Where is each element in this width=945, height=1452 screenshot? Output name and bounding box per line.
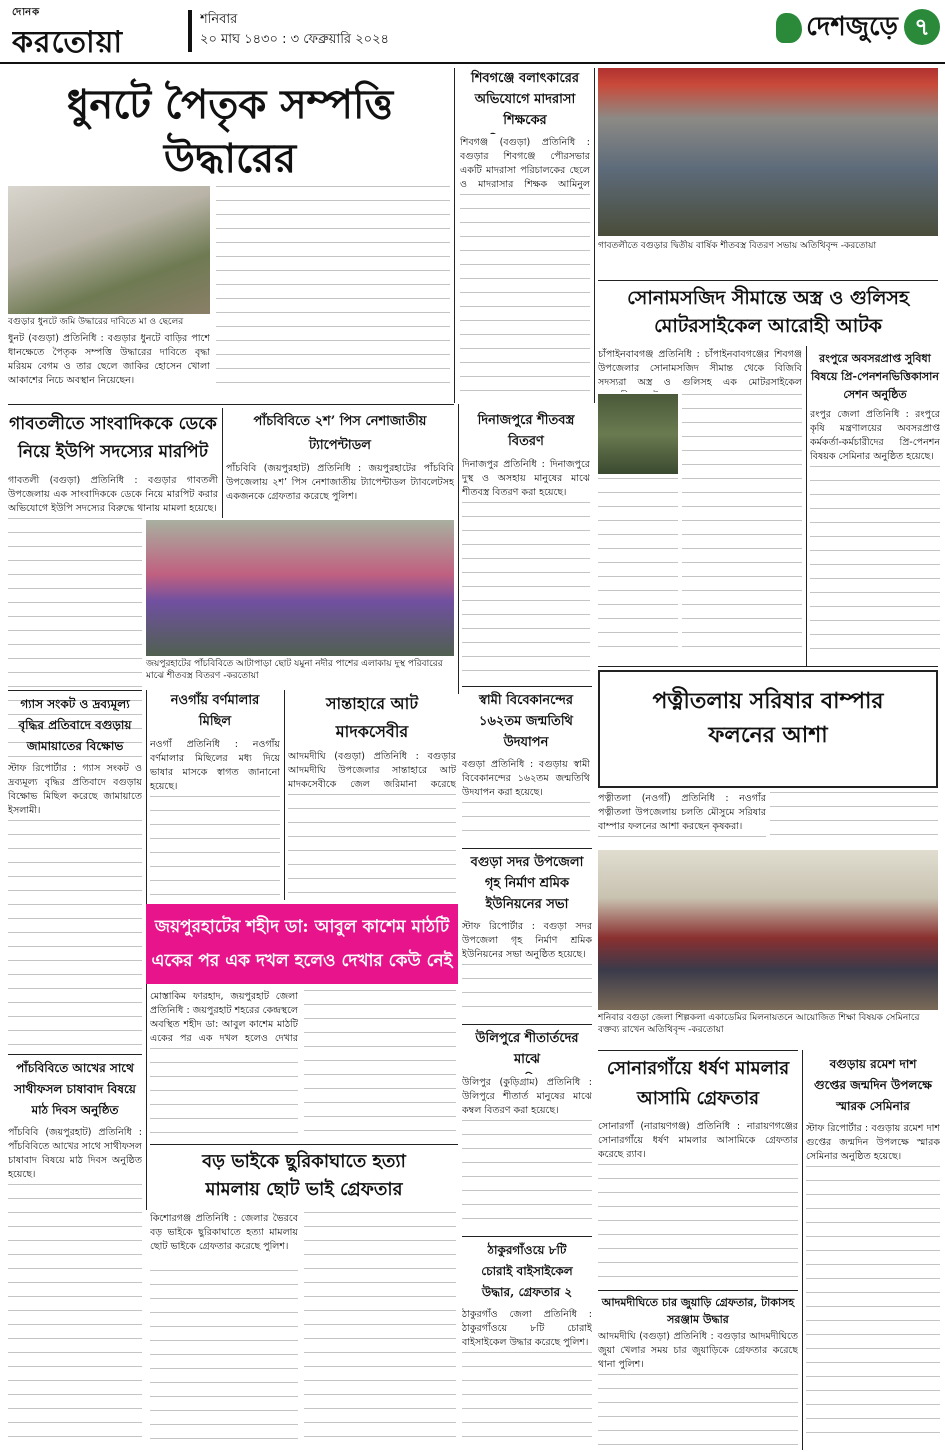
a6-headline-line1: পাঁচবিবিতে ২শ’ পিস নেশাজাতীয় ট্যাপেন্টাডল (253, 414, 427, 453)
column-rule (454, 68, 455, 403)
a22-body-text (598, 1374, 798, 1446)
a9-lead: পত্নীতলা (নওগাঁ) প্রতিনিধি : নওগাঁর পত্নীতলা উপজেলায় চলতি মৌসুমে সরিষার বাম্পার ফলনের আশা করছেন কৃষকরা। (598, 793, 766, 832)
a12-headline-line2 (288, 746, 456, 748)
a20-headline (150, 1148, 458, 1208)
issue-date (200, 10, 500, 54)
a6-headline (226, 410, 454, 460)
a19-headline (8, 1058, 142, 1124)
a11-headline-line2: মিছিল (198, 714, 232, 729)
a19-lead: পাঁচবিবি (জয়পুরহাট) প্রতিনিধি : পাঁচবিবিতে আখের সাথে সাথীফসল চাষাবাদ বিষয়ে মাঠ দিবস অনুষ্ঠিত হয়েছে। (8, 1127, 142, 1180)
row-rule (462, 1024, 592, 1025)
a1-body-text (216, 186, 450, 390)
a6-headline-line2 (226, 458, 454, 460)
section-title (700, 6, 940, 58)
a15-headline-line1: জয়পুরহাটের শহীদ ডা: আবুল কাশেম মাঠটি (154, 917, 450, 937)
a10-headline (8, 694, 142, 760)
row-rule (8, 690, 142, 691)
page-number: ৭ (904, 9, 940, 45)
a19-headline-line3: মাঠ দিবস অনুষ্ঠিত (31, 1103, 119, 1117)
a21-headline-line1: ঠাকুরগাঁওয়ে ৮টি (487, 1243, 567, 1257)
a16-headline-line2 (462, 1070, 592, 1074)
a12-lead: আদমদীঘি (বগুড়া) প্রতিনিধি : বগুড়ার আদমদীঘি উপজেলার সান্তাহারে আট মাদকসেবীকে জেল জরিমানা করেছে (288, 751, 456, 790)
a3-headline (598, 284, 938, 344)
row-rule (150, 1144, 458, 1145)
row-rule (8, 1054, 142, 1055)
a10-headline-line3: জামায়াতের বিক্ষোভ (26, 739, 124, 753)
a1-caption: বগুড়ার ধুনটে জমি উদ্ধারের দাবিতে মা ও ছেলের (8, 317, 184, 327)
a18-headline-line2: গুপ্তের জন্মদিন উপলক্ষে (814, 1078, 932, 1092)
logo-small: দৈনিক (12, 8, 41, 18)
row-rule (462, 848, 592, 849)
a10-lead: স্টাফ রিপোর্টার : গ্যাস সংকট ও দ্রব্যমূল্য বৃদ্ধির প্রতিবাদে বগুড়ায় বিক্ষোভ মিছিল করেছে জামায়াতে ইসলামী। (8, 763, 142, 816)
a7-headline-line2: বিতরণ (508, 434, 544, 449)
a18-lead: স্টাফ রিপোর্টার : বগুড়ায় রমেশ দাশ গুপ্তের জন্মদিন উপলক্ষে স্মারক সেমিনার অনুষ্ঠিত হয়েছে। (806, 1123, 940, 1162)
a2-body-text (460, 194, 590, 402)
a3-body-text-2 (598, 478, 678, 654)
row-rule (462, 686, 592, 687)
a3-photo-soldier (598, 394, 678, 474)
logo-text: করতোয়া (12, 25, 124, 54)
bangladesh-map-icon (776, 13, 802, 43)
a4-body-text (810, 466, 940, 662)
a6-lead: পাঁচবিবি (জয়পুরহাট) প্রতিনিধি : জয়পুরহাটের পাঁচবিবি উপজেলায় ২শ’ পিস নেশাজাতীয় ট্যাপেন্টাডল ট্যাবলেটসহ একজনকে গ্রেফতার করেছে পুলিশ। (226, 463, 454, 502)
row-rule (462, 1236, 592, 1237)
a20-headline-line2: মামলায় ছোট ভাই গ্রেফতার (205, 1179, 403, 1200)
a20-lead: কিশোরগঞ্জ প্রতিনিধি : জেলার ভৈরবে বড় ভাইকে ছুরিকাঘাতে হত্যা মামলায় ছোট ভাইকে গ্রেফতার করেছে পুলিশ। (150, 1213, 298, 1252)
a17-headline-line1: সোনারগাঁয়ে ধর্ষণ মামলার (606, 1058, 790, 1079)
a1-headline-line1: ধুনটে পৈতৃক সম্পত্তি উদ্ধারের (66, 81, 394, 182)
a12-body-text (288, 794, 456, 896)
a8-headline-line1: স্বামী বিবেকানন্দের (479, 693, 573, 708)
a3-headline-line1: সোনামসজিদ সীমান্তে অস্ত্র ও গুলিসহ (627, 287, 909, 309)
a6-caption: জয়পুরহাটের পাঁচবিবিতে আটাপাড়া ছোট যমুনা নদীর পাশের এলাকায় দুস্থ পরিবারের মাঝে শীতবস্ত্র বিতরণ -করতোয়া (146, 659, 443, 681)
a7-body-text (462, 502, 590, 682)
a9-headline-line1: পত্নীতলায় সরিষার বাম্পার (652, 688, 884, 714)
a10-headline-line1: গ্যাস সংকট ও দ্রব্যমূল্য (20, 697, 130, 711)
a9-body-text-2 (770, 792, 938, 846)
masthead-divider (188, 10, 192, 52)
a17-headline (598, 1054, 798, 1118)
row-rule (598, 1290, 798, 1291)
a7-headline (462, 410, 590, 456)
a22-headline: আদমদীঘিতে চার জুয়াড়ি গ্রেফতার, টাকাসহ সরঞ্জাম উদ্ধার (601, 1296, 795, 1326)
a11-headline (150, 690, 280, 736)
column-rule (222, 408, 223, 518)
a9-headline-line2: ফলনের আশা (708, 722, 828, 748)
a9-headline-box (598, 670, 938, 788)
a17-headline-line2: আসামি গ্রেফতার (636, 1088, 760, 1109)
column-rule (458, 404, 459, 694)
a12-headline (288, 690, 456, 748)
a10-headline-line2: বৃদ্ধির প্রতিবাদে বগুড়ায় (18, 718, 132, 732)
a16-lead: উলিপুর (কুড়িগ্রাম) প্রতিনিধি : উলিপুরে শীতার্ত মানুষের মাঝে কম্বল বিতরণ করা হয়েছে। (462, 1077, 592, 1116)
a15-body-text (150, 1048, 298, 1140)
a5-lead: গাবতলী (বগুড়া) প্রতিনিধি : বগুড়ার গাবতলী উপজেলায় এক সাংবাদিককে ডেকে নিয়ে মারপিট করার অভিযোগে ইউপি সদস্যের বিরুদ্ধে থানায় মামলা হয়েছে। (8, 475, 218, 514)
column-rule (802, 1050, 803, 1450)
a4-headline (810, 350, 940, 406)
a2-headline-line1: শিবগঞ্জে বলাৎকারের (470, 71, 580, 86)
a13-headline-line1: বগুড়া সদর উপজেলা (470, 855, 584, 870)
a8-headline-line2: ১৬২তম জন্মতিথি (479, 714, 573, 729)
a8-headline-line3: উদযাপন (503, 735, 549, 750)
a2-lead: শিবগঞ্জ (বগুড়া) প্রতিনিধি : বগুড়ার শিবগঞ্জে পৌরসভার একটি মাদরাসা পরিচালকের ছেলে ও মাদরাসার শিক্ষক আমিনুল (460, 137, 590, 190)
date-line: ২০ মাঘ ১৪৩০ : ৩ ফেব্রুয়ারি ২০২৪ (200, 32, 389, 47)
a15-lead: মোস্তাকিম ফারহাদ, জয়পুরহাট জেলা প্রতিনিধি : জয়পুরহাট শহরের কেন্দ্রস্থলে অবস্থিত শহীদ ডা: আবুল কাশেম মাঠটি একের পর এক দখল হলেও দেখার (150, 991, 298, 1044)
a4-headline-line3: সেশন অনুষ্ঠিত (843, 388, 907, 401)
a5-headline-line1: গাবতলীতে সাংবাদিককে ডেকে (9, 414, 217, 434)
row-rule (8, 404, 454, 405)
a2-headline-line2: অভিযোগে মাদরাসা শিক্ষকের (474, 92, 576, 128)
a17-lead: সোনারগাঁ (নারায়ণগঞ্জ) প্রতিনিধি : নারায়ণগঞ্জের সোনারগাঁয়ে ধর্ষণ মামলার আসামিকে গ্রেফতার করেছে র‌্যাব। (598, 1121, 798, 1160)
a5-headline (8, 410, 218, 470)
a19-headline-line1: পাঁচবিবিতে আখের সাথে (16, 1061, 134, 1075)
a7-headline-line1: দিনাজপুরে শীতবস্ত্র (477, 413, 575, 428)
a4-lead: রংপুর জেলা প্রতিনিধি : রংপুরে কৃষি মন্ত্রণালয়ের অবসরপ্রাপ্ত কর্মকর্তা-কর্মচারীদের প্রি-পেনশন বিষয়ক সেমিনার অনুষ্ঠিত হয়েছে। (810, 409, 940, 462)
a3-body-text (682, 394, 802, 654)
a4-headline-line2: বিষয়ে প্রি-পেনশনভিত্তিকাসান (811, 370, 939, 383)
weekday: শনিবার (200, 12, 238, 27)
a14-photo (598, 850, 938, 1010)
a10-body-text (8, 820, 142, 1050)
masthead (0, 0, 945, 64)
a11-body-text (150, 796, 280, 896)
column-rule (594, 68, 595, 403)
a20-headline-line1: বড় ভাইকে ছুরিকাঘাতে হত্যা (202, 1151, 406, 1172)
a21-lead: ঠাকুরগাঁও জেলা প্রতিনিধি : ঠাকুরগাঁওয়ে ৮টি চোরাই বাইসাইকেল উদ্ধার করেছে পুলিশ। (462, 1309, 592, 1348)
a13-headline-line2: গৃহ নির্মাণ শ্রমিক (484, 876, 570, 891)
a15-headline-banner (146, 904, 458, 984)
a3-lead: চাঁপাইনবাবগঞ্জ প্রতিনিধি : চাঁপাইনবাবগঞ্জের শিবগঞ্জ উপজেলার সোনামসজিদ সীমান্ত থেকে বিজিবি সদস্যরা অস্ত্র ও গুলিসহ এক মোটরসাইকেল (598, 349, 802, 388)
a20-body-text-2 (304, 1212, 456, 1446)
a13-headline-line3: ইউনিয়নের সভা (485, 897, 569, 912)
row-rule (598, 280, 938, 281)
a16-headline (462, 1028, 592, 1074)
row-rule (598, 1050, 798, 1051)
a21-headline (462, 1240, 592, 1306)
a8-lead: বগুড়া প্রতিনিধি : বগুড়ায় স্বামী বিবেকানন্দের ১৬২তম জন্মতিথি উদযাপন করা হয়েছে। (462, 759, 590, 798)
a13-body-text (462, 964, 592, 1020)
newspaper-logo (12, 8, 182, 54)
a3-caption: গাবতলীতে বগুড়ার দ্বিতীয় বার্ষিক শীতবস্ত্র বিতরণ সভায় অতিথিবৃন্দ -করতোয়া (598, 241, 877, 251)
a3-headline-line2: মোটরসাইকেল আরোহী আটক (654, 315, 882, 337)
a2-headline-line3 (460, 131, 590, 134)
a8-headline (462, 690, 590, 756)
a11-headline-line1: নওগাঁয় বর্ণমালার (170, 693, 260, 708)
column-rule (806, 346, 807, 666)
a11-lead: নওগাঁ প্রতিনিধি : নওগাঁয় বর্ণমালার মিছিলের মধ্য দিয়ে ভাষার মাসকে স্বাগত জানানো হয়েছে। (150, 739, 280, 792)
a2-headline (460, 68, 590, 134)
column-rule (284, 690, 285, 900)
a1-photo (8, 186, 210, 314)
a16-headline-line1: উলিপুরে শীতার্তদের মাঝে (475, 1031, 579, 1067)
a19-headline-line2: সাথীফসল চাষাবাদ বিষয়ে (14, 1082, 136, 1096)
a3-photo (598, 68, 938, 236)
a5-headline-line2: নিয়ে ইউপি সদস্যের মারপিট (18, 442, 208, 462)
a12-headline-line1: সান্তাহারে আট মাদকসেবীর (325, 694, 419, 741)
a18-body-text (806, 1166, 940, 1446)
a18-headline-line3: স্মারক সেমিনার (836, 1099, 910, 1113)
a18-headline (806, 1054, 940, 1120)
a21-headline-line2: চোরাই বাইসাইকেল (481, 1264, 573, 1278)
a21-headline-line3: উদ্ধার, গ্রেফতার ২ (481, 1285, 573, 1299)
a9-headline (600, 672, 936, 752)
a22-lead: আদমদীঘি (বগুড়া) প্রতিনিধি : বগুড়ার আদমদীঘিতে জুয়া খেলার সময় চার জুয়াড়িকে গ্রেফতার করেছে থানা পুলিশ। (598, 1331, 798, 1370)
a16-body-text (462, 1120, 592, 1232)
a9-body-text (598, 836, 766, 846)
a7-lead: দিনাজপুর প্রতিনিধি : দিনাজপুরে দুস্থ ও অসহায় মানুষের মাঝে শীতবস্ত্র বিতরণ করা হয়েছে। (462, 459, 590, 498)
a4-headline-line1: রংপুরে অবসরপ্রাপ্ত সুবিধা (819, 352, 931, 365)
a6-photo (146, 520, 454, 656)
a18-headline-line1: বগুড়ায় রমেশ দাশ (829, 1057, 917, 1071)
row-rule (598, 666, 938, 667)
a13-headline (462, 852, 592, 918)
a1-lead: ধুনট (বগুড়া) প্রতিনিধি : বগুড়ার ধুনটে বাড়ির পাশে ধানক্ষেতে পৈতৃক সম্পত্তি উদ্ধারের দাবিতে বৃদ্ধা মরিয়ম বেগম ও তার ছেলে জাকির হোসেন খোলা আকাশের নিচে অবস্থান নিয়েছেন। (8, 333, 210, 386)
a14-caption: শনিবার বগুড়া জেলা শিল্পকলা একাডেমির মিলনায়তনে আয়োজিত শিক্ষা বিষয়ক সেমিনারে বক্তব্য রাখেন অতিথিবৃন্দ -করতোয়া (598, 1013, 920, 1035)
a19-body-text (8, 1184, 142, 1446)
a1-headline (10, 78, 450, 188)
a8-body-text (462, 802, 590, 844)
a21-body-text (462, 1352, 592, 1446)
a17-body-text (598, 1164, 798, 1284)
a15-headline-line2: একের পর এক দখল হলেও দেখার কেউ নেই (151, 951, 453, 971)
a13-lead: স্টাফ রিপোর্টার : বগুড়া সদর উপজেলা গৃহ নির্মাণ শ্রমিক ইউনিয়নের সভা অনুষ্ঠিত হয়েছে। (462, 921, 592, 960)
a15-body-text-2 (304, 990, 456, 1140)
a20-body-text (150, 1270, 298, 1446)
section-name: দেশজুড়ে (806, 12, 898, 42)
